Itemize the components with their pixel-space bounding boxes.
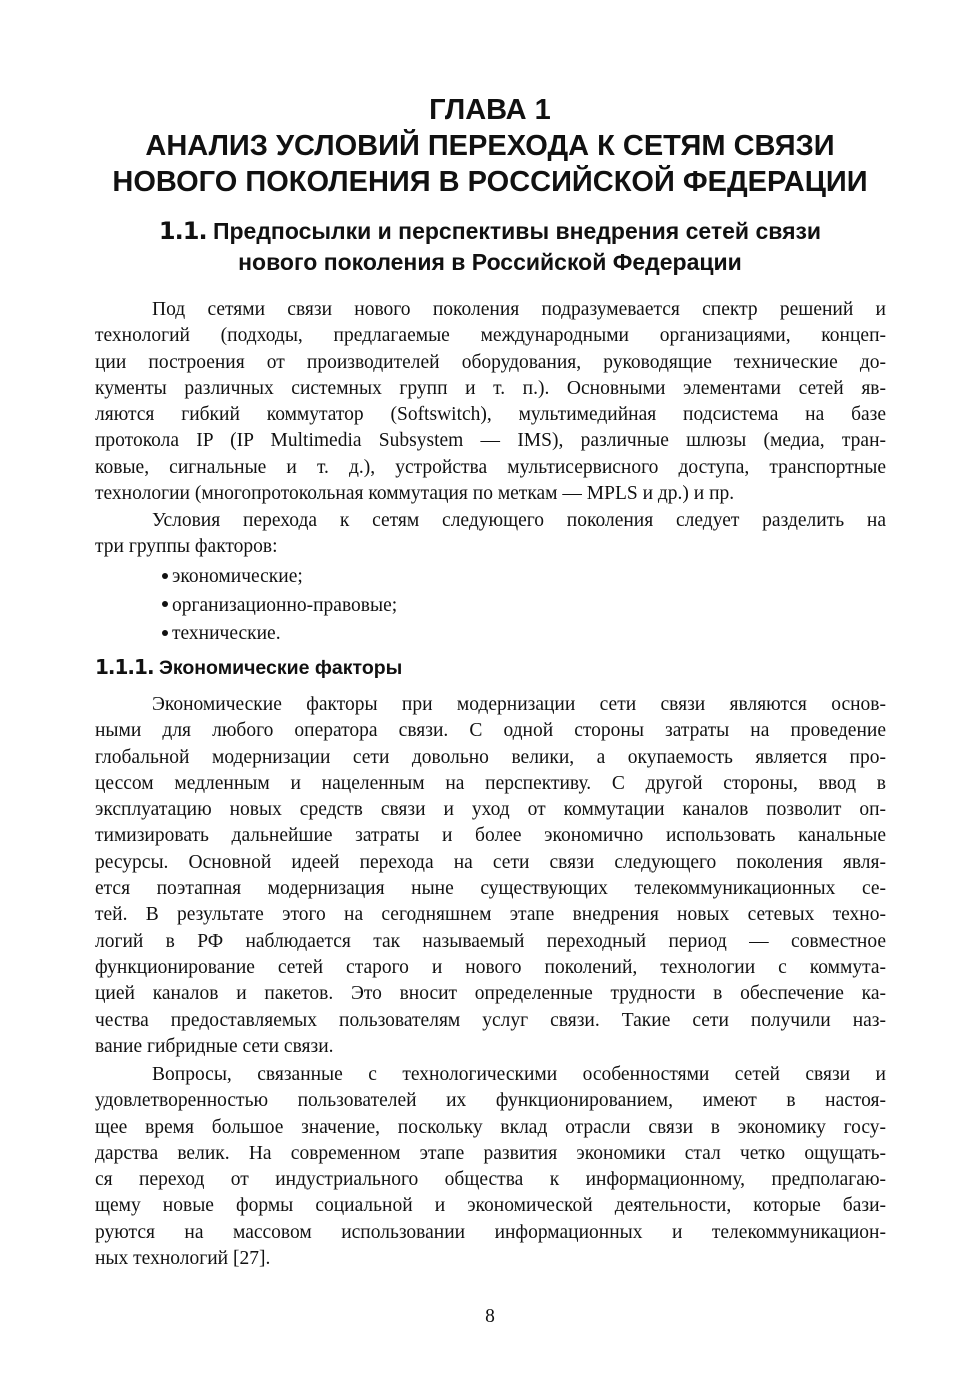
bullet-icon <box>162 573 168 579</box>
paragraph-line: логий в РФ наблюдается так называемый переходный период — совместное <box>95 930 886 952</box>
subsection-title: Экономические факторы <box>158 657 403 679</box>
paragraph-line: ляются гибкий коммутатор (Softswitch), мультимедийная подсистема на базе <box>95 404 886 426</box>
list-item <box>162 563 397 592</box>
paragraph-line: цией каналов и пакетов. Это вносит определенные трудности в обеспечение ка- <box>95 983 886 1005</box>
paragraph-economic-factors <box>95 692 886 1060</box>
paragraph-line: Вопросы, связанные с технологическими особенностями сетей связи и <box>152 1064 886 1085</box>
bullet-icon <box>162 630 168 636</box>
chapter-title-line-1: АНАЛИЗ УСЛОВИЙ ПЕРЕХОДА К СЕТЯМ СВЯЗИ <box>145 130 835 162</box>
paragraph-line: функционирование сетей старого и нового поколений, технологии с коммута- <box>95 956 886 978</box>
paragraph-line: чества предоставляемых пользователям услуг связи. Такие сети получили наз- <box>95 1009 886 1031</box>
paragraph-line: ся переход от индустриального общества к информационному, предполагаю- <box>95 1169 886 1191</box>
factor-list <box>162 563 397 649</box>
paragraph-line: Экономические факторы при модернизации сети связи являются основ- <box>152 694 886 715</box>
section-title-part-2: нового поколения в Российской Федерации <box>238 249 742 275</box>
paragraph-line: ковые, сигнальные и т. д.), устройства мультисервисного доступа, транспортные <box>95 456 886 478</box>
paragraph-line: ресурсы. Основной идеей перехода на сети связи следующего поколения явля- <box>95 851 886 873</box>
paragraph-line: ными для любого оператора связи. С одной стороны затраты на проведение <box>95 720 886 742</box>
subsection-number: 1.1.1. <box>95 655 154 679</box>
paragraph-line: щее время большое значение, поскольку вклад отрасли связи в экономику госу- <box>95 1116 886 1138</box>
page-number: 8 <box>485 1306 495 1327</box>
paragraph-line: эксплуатацию новых средств связи и уход от коммутации каналов позволит оп- <box>95 799 886 821</box>
paragraph-line: тимизировать дальнейшие затраты и более экономично использовать канальные <box>95 825 886 847</box>
paragraph-line: удовлетворенностью пользователей их функционированием, имеют в настоя- <box>95 1090 886 1112</box>
paragraph-line: вание гибридные сети связи. <box>95 1035 334 1057</box>
paragraph-line: ется поэтапная модернизация ныне существующих телекоммуникационных се- <box>95 878 886 900</box>
list-item-text: экономические; <box>172 566 303 587</box>
paragraph-line: щему новые формы социальной и экономической деятельности, которые бази- <box>95 1195 886 1217</box>
paragraph-ngn-definition <box>95 297 886 507</box>
list-item-text: технические. <box>172 623 281 644</box>
paragraph-line: цессом медленным и нацеленным на перспективу. С другой стороны, ввод в <box>95 772 886 794</box>
chapter-number: ГЛАВА 1 <box>429 94 551 126</box>
paragraph-technological-issues <box>95 1062 886 1272</box>
chapter-title-line-2: НОВОГО ПОКОЛЕНИЯ В РОССИЙСКОЙ ФЕДЕРАЦИИ <box>112 166 868 198</box>
paragraph-line: Условия перехода к сетям следующего поколения следует разделить на <box>152 510 886 531</box>
paragraph-line: кументы различных системных групп и т. п.). Основными элементами сетей яв- <box>95 377 886 399</box>
list-item <box>162 592 397 621</box>
paragraph-line: дарства велик. На современном этапе развития экономики стал четко ощущать- <box>95 1142 886 1164</box>
section-title-part-1: Предпосылки и перспективы внедрения сетей связи <box>212 218 822 244</box>
paragraph-line: ции построения от производителей оборудования, руководящие технические до- <box>95 351 886 373</box>
paragraph-line: технологии (многопротокольная коммутация по меткам — MPLS и др.) и пр. <box>95 483 735 505</box>
section-number: 1.1. <box>158 217 207 245</box>
paragraph-line: ных технологий [27]. <box>95 1248 271 1270</box>
section-heading <box>70 216 910 278</box>
paragraph-line: Под сетями связи нового поколения подразумевается спектр решений и <box>152 299 886 320</box>
section-heading-line-1 <box>70 216 910 247</box>
paragraph-line: три группы факторов: <box>95 536 278 558</box>
list-item <box>162 620 397 649</box>
subsection-heading <box>95 654 402 681</box>
paragraph-line: глобальной модернизации сети довольно велики, а окупаемость является про- <box>95 746 886 768</box>
bullet-icon <box>162 601 168 607</box>
paragraph-line: технологий (подходы, предлагаемые международными организациями, концеп- <box>95 325 886 347</box>
paragraph-line: протокола IP (IP Multimedia Subsystem — IMS), различные шлюзы (медиа, тран- <box>95 430 886 452</box>
paragraph-line: тей. В результате этого на сегодняшнем этапе внедрения новых сетевых техно- <box>95 904 886 926</box>
list-item-text: организационно-правовые; <box>172 594 398 616</box>
paragraph-line: руются на массовом использовании информационных и телекоммуникацион- <box>95 1221 886 1243</box>
paragraph-transition-conditions <box>95 508 886 561</box>
chapter-heading <box>60 92 920 200</box>
